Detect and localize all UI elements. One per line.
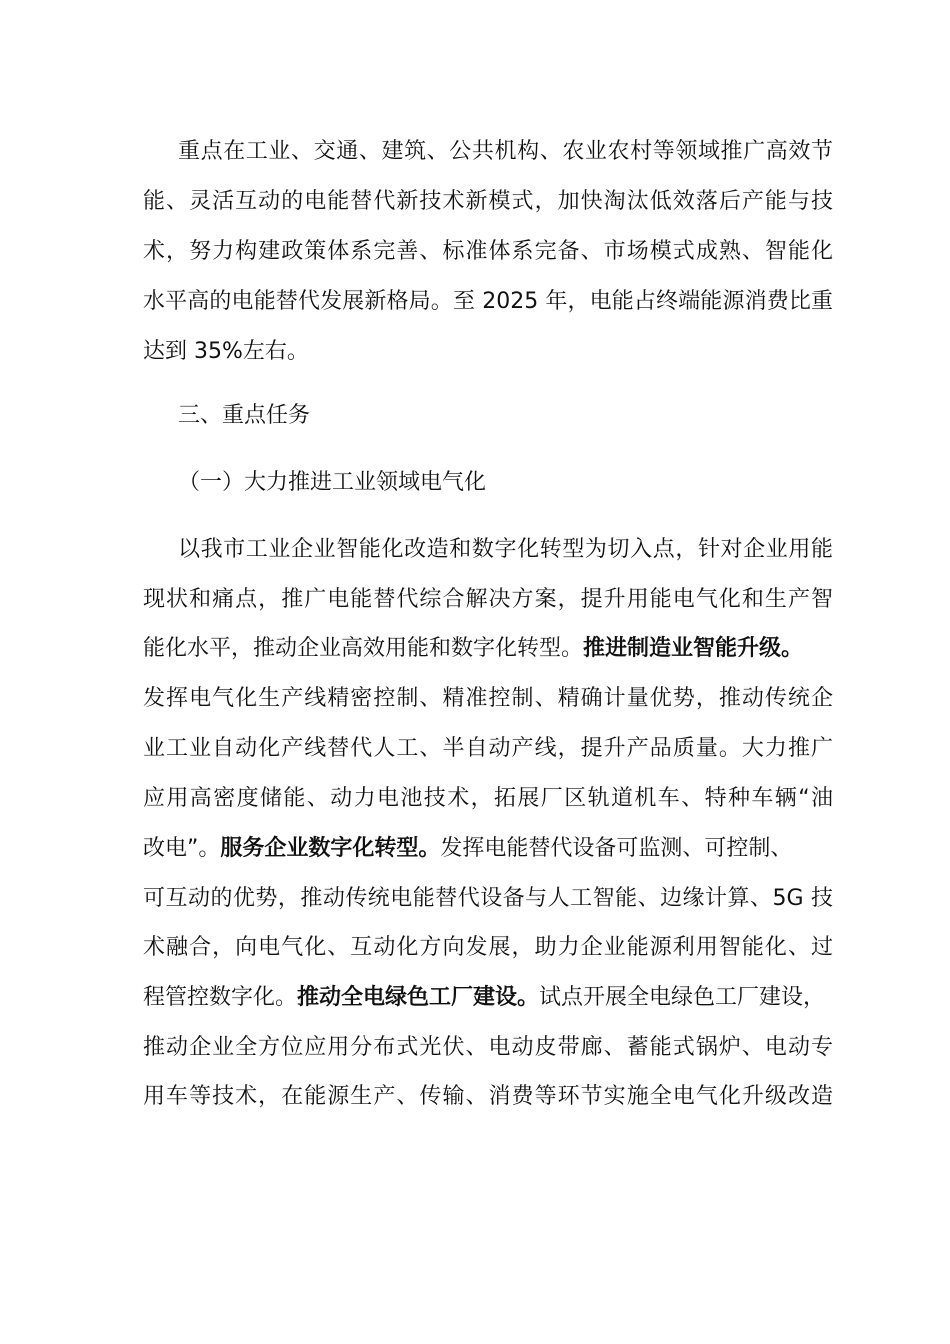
paragraph-2-line-11: 推动企业全方位应用分布式光伏、电动皮带廊、蓄能式锅炉、电动专 bbox=[143, 1035, 833, 1060]
paragraph-2-line-8: 可互动的优势，推动传统电能替代设备与人工智能、边缘计算、5G 技 bbox=[143, 886, 833, 911]
bold-heading-green-factory: 推动全电绿色工厂建设。 bbox=[297, 985, 540, 1010]
paragraph-2-line-10 bbox=[143, 983, 833, 1013]
paragraph-2-line-5: 业工业自动化产线替代人工、半自动产线，提升产品质量。大力推广 bbox=[143, 736, 833, 761]
paragraph-1-line-2: 能、灵活互动的电能替代新技术新模式，加快淘汰低效落后产能与技 bbox=[143, 189, 833, 214]
bold-heading-digital-transformation: 服务企业数字化转型。 bbox=[220, 836, 441, 861]
paragraph-2-line-10-text-a: 程管控数字化。 bbox=[143, 985, 298, 1010]
paragraph-2-line-6: 应用高密度储能、动力电池技术，拓展厂区轨道机车、特种车辆“油 bbox=[143, 786, 833, 811]
paragraph-2-line-1: 以我市工业企业智能化改造和数字化转型为切入点，针对企业用能 bbox=[178, 537, 833, 562]
paragraph-2-line-10-text-b: 试点开展全电绿色工厂建设， bbox=[539, 985, 826, 1010]
paragraph-2-line-9: 术融合，向电气化、互动化方向发展，助力企业能源利用智能化、过 bbox=[143, 935, 833, 960]
paragraph-2-line-4: 发挥电气化生产线精密控制、精准控制、精确计量优势，推动传统企 bbox=[143, 686, 833, 711]
paragraph-2-line-7 bbox=[143, 834, 833, 864]
paragraph-2-line-3-text: 能化水平，推动企业高效用能和数字化转型。 bbox=[143, 636, 584, 661]
section-heading: 三、重点任务 bbox=[178, 403, 311, 428]
paragraph-1-line-1: 重点在工业、交通、建筑、公共机构、农业农村等领域推广高效节 bbox=[178, 139, 833, 164]
paragraph-1-line-5: 达到 35%左右。 bbox=[143, 339, 309, 364]
bold-heading-smart-manufacturing: 推进制造业智能升级。 bbox=[583, 636, 804, 661]
paragraph-2-line-3 bbox=[143, 634, 833, 664]
paragraph-1-line-4: 水平高的电能替代发展新格局。至 2025 年，电能占终端能源消费比重 bbox=[143, 289, 833, 314]
paragraph-2-line-12: 用车等技术，在能源生产、传输、消费等环节实施全电气化升级改造 bbox=[143, 1084, 833, 1109]
paragraph-1-line-3: 术，努力构建政策体系完善、标准体系完备、市场模式成熟、智能化 bbox=[143, 239, 833, 264]
subsection-heading: （一）大力推进工业领域电气化 bbox=[178, 470, 487, 495]
paragraph-2-line-7-text-a: 改电”。 bbox=[143, 836, 221, 861]
paragraph-2-line-2: 现状和痛点，推广电能替代综合解决方案，提升用能电气化和生产智 bbox=[143, 587, 833, 612]
paragraph-2-line-7-text-b: 发挥电能替代设备可监测、可控制、 bbox=[440, 836, 793, 861]
